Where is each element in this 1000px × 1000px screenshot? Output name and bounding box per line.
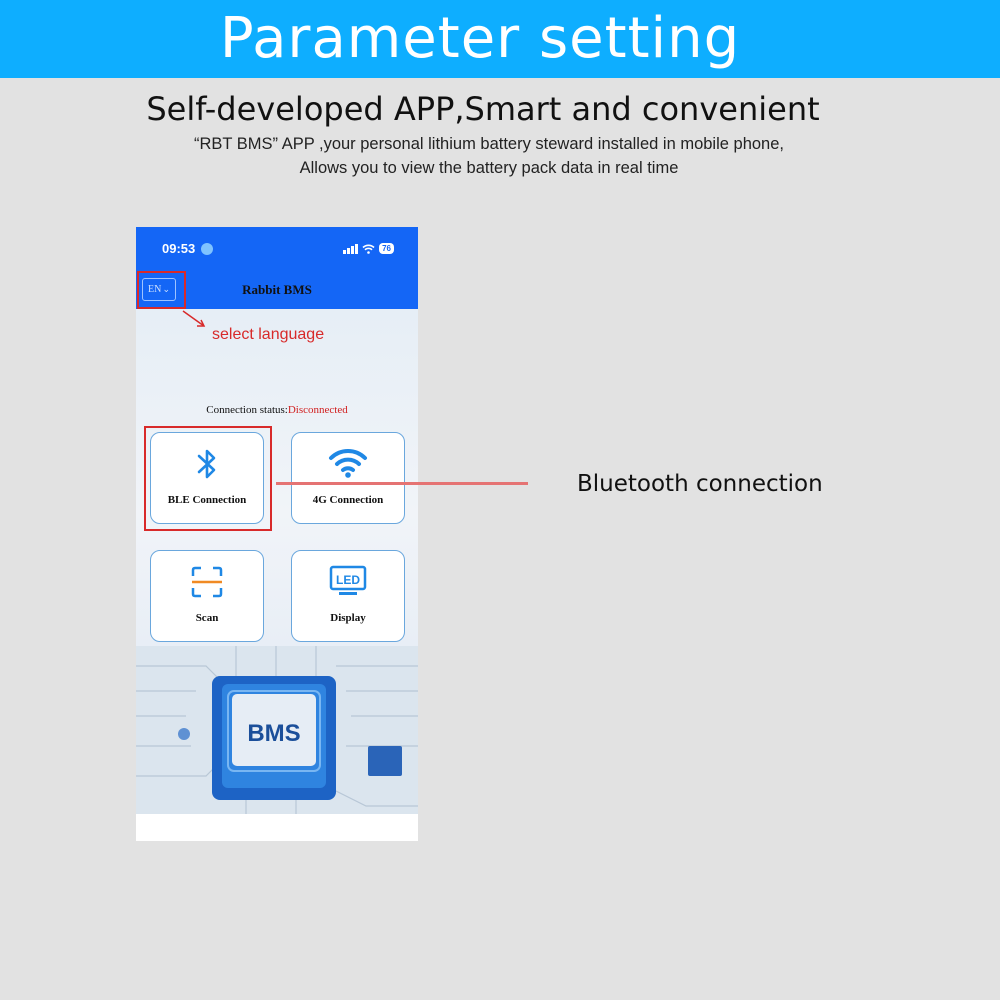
banner [0,0,1000,78]
language-highlight-box [137,271,186,309]
description-line-1: “RBT BMS” APP ,your personal lithium battery steward installed in mobile phone, [193,135,784,153]
led-display-icon [329,565,367,597]
scan-icon [190,565,224,599]
signal-icon [343,244,358,254]
ble-highlight-box [144,426,272,531]
battery-icon: 76 [379,243,394,254]
ble-connection-label: BLE Connection [167,494,247,506]
display-label: Display [330,612,366,624]
status-icons [343,243,394,254]
scan-label: Scan [195,612,219,624]
4g-connection-label: 4G Connection [312,494,384,506]
language-value: EN [148,284,162,295]
bluetooth-callout-line [276,482,528,485]
scan-button[interactable] [150,550,264,642]
chip-label: BMS [247,720,301,747]
bluetooth-annotation: Bluetooth connection [577,471,823,497]
bms-chip-banner [136,646,418,814]
app-title: Rabbit BMS [242,282,312,297]
chevron-down-icon: ⌄ [162,284,170,294]
display-button[interactable] [291,550,405,642]
location-icon [201,243,213,255]
4g-connection-button[interactable] [291,432,405,524]
description-line-2: Allows you to view the battery pack data in real time [299,159,679,177]
connection-status-label: Connection status: [206,404,288,416]
connection-status [136,404,418,416]
banner-title: Parameter setting [219,6,741,71]
arrow-icon [180,308,208,330]
select-language-annotation: select language [212,326,325,343]
status-time: 09:53 [162,241,196,256]
wifi-status-icon [362,244,375,254]
connection-status-value: Disconnected [287,404,348,416]
headline: Self-developed APP,Smart and convenient [146,90,820,128]
wifi-icon [328,447,368,479]
svg-text:LED: LED [336,573,360,587]
phone-screenshot [136,227,418,841]
